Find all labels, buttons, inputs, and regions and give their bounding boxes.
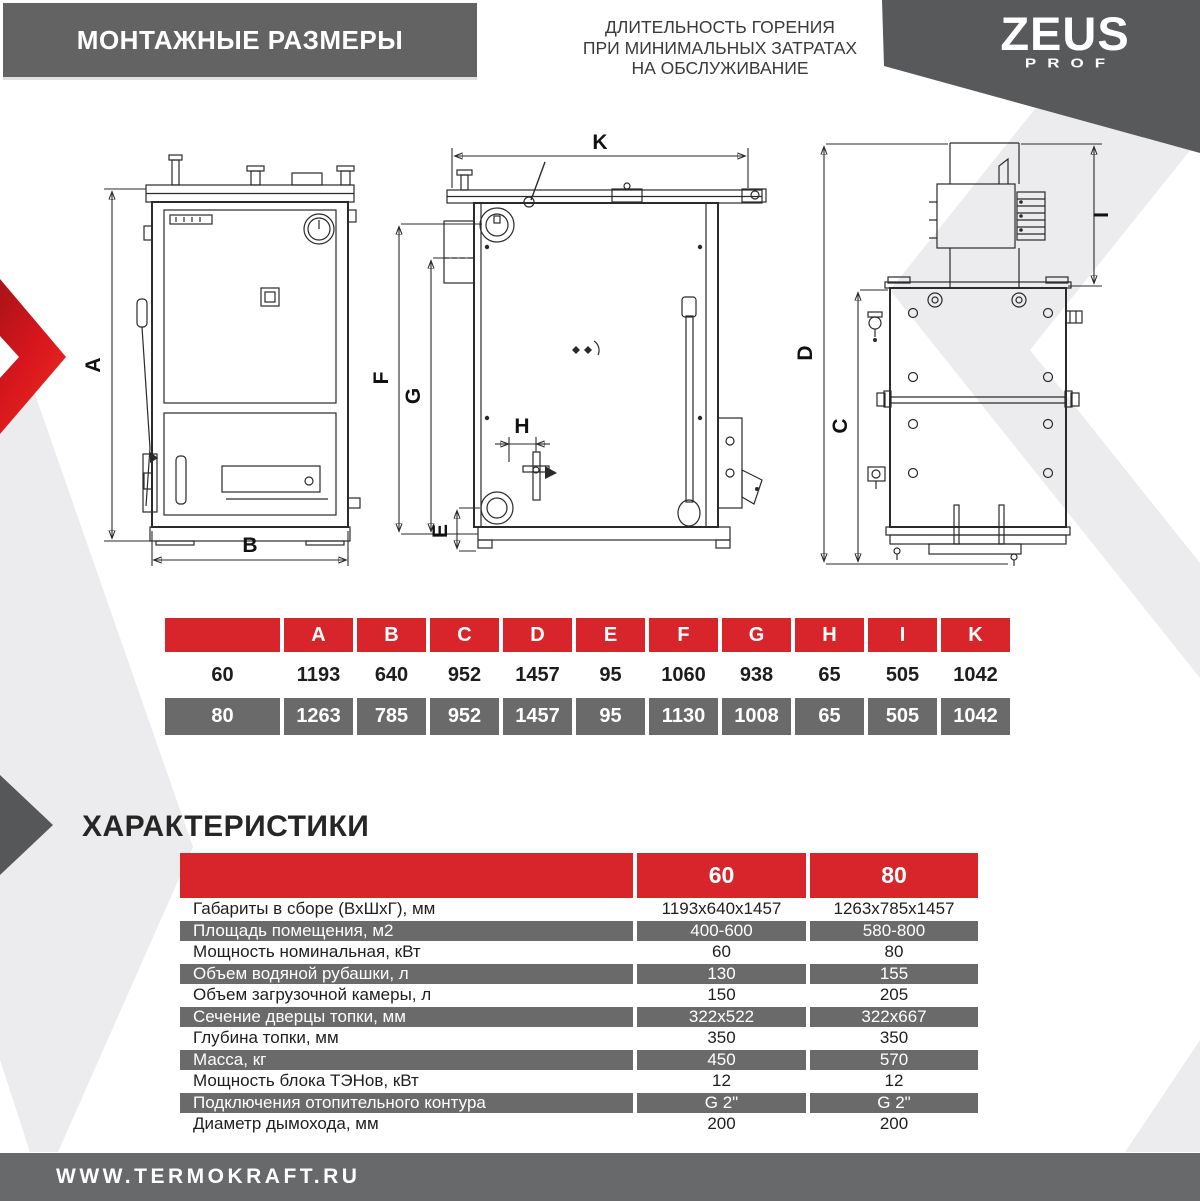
- spec-value-80: 200: [879, 1113, 909, 1133]
- specs-row: [180, 984, 978, 1006]
- spec-value-80: 570: [810, 1049, 978, 1071]
- spec-value-80: 155: [810, 963, 978, 985]
- specs-table: [180, 853, 978, 1135]
- spec-value-60: 130: [637, 963, 806, 985]
- dim-value-cell: 1008: [722, 698, 791, 735]
- dim-value-cell: 1042: [953, 663, 998, 686]
- specs-row: [180, 1113, 978, 1135]
- spec-value-60: 450: [637, 1049, 806, 1071]
- specs-row: [180, 963, 978, 985]
- specs-row: [180, 1006, 978, 1028]
- dim-label-A: A: [82, 357, 105, 373]
- dim-label-K: K: [592, 131, 608, 154]
- brand-name: ZEUS: [1000, 7, 1130, 60]
- dim-value-cell: 505: [868, 698, 937, 735]
- dim-value-cell: 1042: [941, 698, 1010, 735]
- spec-value-60: 200: [707, 1113, 736, 1133]
- section-title-box: [3, 3, 477, 77]
- dim-value-cell: 952: [430, 698, 499, 735]
- dim-value-cell: 785: [357, 698, 426, 735]
- dim-header-cell: B: [357, 618, 426, 652]
- dimensions-row-60: [165, 655, 1010, 695]
- spec-label: Сечение дверцы топки, мм: [180, 1006, 633, 1028]
- dim-label-F: F: [370, 371, 393, 385]
- spec-label: Объем загрузочной камеры, л: [193, 984, 432, 1004]
- watermark-wedge-bottom-right: [1125, 1040, 1200, 1152]
- model-cell: 80: [165, 698, 280, 735]
- dim-header-cell: E: [576, 618, 645, 652]
- spec-label: Мощность номинальная, кВт: [193, 941, 421, 961]
- spec-label: Объем водяной рубашки, л: [180, 963, 633, 985]
- dim-label-C: C: [829, 418, 852, 434]
- spec-value-80: 12: [884, 1070, 904, 1090]
- spec-value-80: 1263х785х1457: [833, 898, 955, 918]
- dim-header-cell: G: [722, 618, 791, 652]
- spec-value-60: 350: [707, 1027, 736, 1047]
- spec-value-60: 12: [712, 1070, 731, 1090]
- dimensions-row-80: [165, 698, 1010, 735]
- spec-label: Габариты в сборе (ВхШхГ), мм: [193, 898, 436, 918]
- dim-value-cell: 952: [447, 663, 482, 686]
- footer-website: WWW.TERMOKRAFT.RU: [56, 1165, 361, 1188]
- spec-value-80: 580-800: [810, 920, 978, 942]
- dim-value-cell: 640: [374, 663, 409, 686]
- spec-label: Масса, кг: [180, 1049, 633, 1071]
- header-subtitle: [500, 17, 940, 79]
- subtitle-line: ПРИ МИНИМАЛЬНЫХ ЗАТРАТАХ: [582, 37, 858, 58]
- brand-subname: PROF: [1024, 56, 1117, 71]
- dim-header-cell: K: [941, 618, 1010, 652]
- spec-label: Подключения отопительного контура: [180, 1092, 633, 1114]
- spec-value-80: 322х667: [810, 1006, 978, 1028]
- dim-value-cell: 65: [818, 663, 841, 686]
- spec-value-60: 400-600: [637, 920, 806, 942]
- specs-header-row: [180, 853, 978, 898]
- dim-value-cell: 1130: [649, 698, 718, 735]
- spec-label: Площадь помещения, м2: [180, 920, 633, 942]
- spec-label: Глубина топки, мм: [193, 1027, 339, 1047]
- spec-value-80: 350: [879, 1027, 909, 1047]
- dim-header-cell: D: [503, 618, 572, 652]
- dim-value-cell: 1060: [661, 663, 706, 686]
- dim-value-cell: 95: [576, 698, 645, 735]
- spec-value-80: G 2": [810, 1092, 978, 1114]
- dim-header-cell: C: [430, 618, 499, 652]
- dim-header-cell: F: [649, 618, 718, 652]
- dimensions-header-row: [165, 618, 1010, 652]
- dim-label-D: D: [794, 345, 817, 361]
- specs-header-empty: [180, 853, 633, 898]
- dim-value-cell: 1457: [503, 698, 572, 735]
- specs-row: [180, 1049, 978, 1071]
- spec-label: Мощность блока ТЭНов, кВт: [193, 1070, 419, 1090]
- spec-value-60: G 2": [637, 1092, 806, 1114]
- subtitle-line: ДЛИТЕЛЬНОСТЬ ГОРЕНИЯ: [605, 17, 835, 37]
- dim-header-cell: H: [795, 618, 864, 652]
- dim-value-cell: 65: [795, 698, 864, 735]
- specs-heading: ХАРАКТЕРИСТИКИ: [82, 810, 370, 843]
- spec-value-60: 322х522: [637, 1006, 806, 1028]
- specs-row: [180, 898, 978, 920]
- specs-row: [180, 920, 978, 942]
- dim-header-cell: I: [868, 618, 937, 652]
- dimensions-table: [165, 618, 1010, 738]
- dim-value-cell: 1263: [284, 698, 353, 735]
- dim-label-G: G: [402, 387, 425, 405]
- section-title: МОНТАЖНЫЕ РАЗМЕРЫ: [76, 24, 404, 55]
- spec-value-60: 1193х640х1457: [661, 898, 782, 918]
- model-cell: 60: [211, 663, 234, 686]
- spec-label: Диаметр дымохода, мм: [193, 1113, 379, 1133]
- dim-header-cell: [165, 618, 280, 652]
- dim-label-E: E: [429, 523, 452, 539]
- dim-value-cell: 1457: [515, 663, 560, 686]
- specs-header-60: 60: [637, 853, 806, 898]
- specs-row: [180, 1027, 978, 1049]
- subtitle-line: НА ОБСЛУЖИВАНИЕ: [631, 58, 809, 78]
- dim-label-H: H: [514, 415, 530, 438]
- spec-value-60: 150: [707, 984, 736, 1004]
- dim-label-B: B: [242, 534, 258, 557]
- specs-row: [180, 1092, 978, 1114]
- specs-row: [180, 1070, 978, 1092]
- footer-bar: [0, 1153, 1200, 1201]
- specs-row: [180, 941, 978, 963]
- spec-value-80: 80: [884, 941, 904, 961]
- spec-value-80: 205: [879, 984, 909, 1004]
- dim-value-cell: 1193: [296, 663, 341, 686]
- dim-value-cell: 95: [599, 663, 622, 686]
- specs-header-80: 80: [810, 853, 978, 898]
- dim-label-I: I: [1090, 212, 1113, 218]
- dim-value-cell: 505: [885, 663, 920, 686]
- dim-value-cell: 938: [739, 663, 774, 686]
- spec-value-60: 60: [712, 941, 731, 961]
- brand-logo: [980, 7, 1150, 76]
- dim-header-cell: A: [284, 618, 353, 652]
